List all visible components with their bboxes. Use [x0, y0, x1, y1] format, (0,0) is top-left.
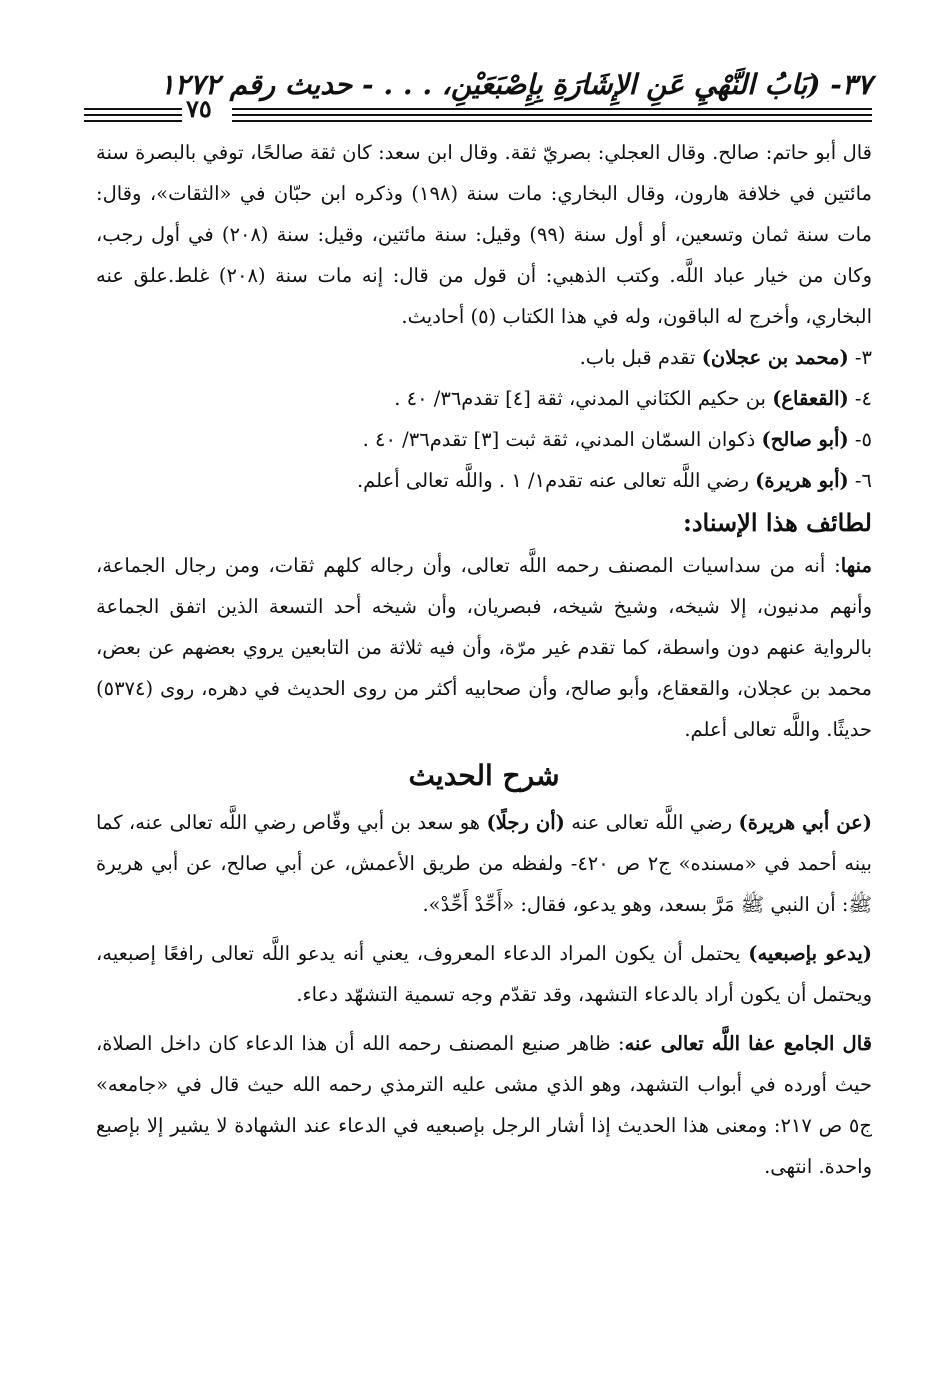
header-rule	[84, 114, 182, 116]
header-rule	[232, 120, 872, 122]
header-rule	[232, 114, 872, 116]
header-rule	[84, 120, 182, 122]
narrator-name: (أبو هريرة)	[755, 469, 849, 492]
sharh-paragraph: (عن أبي هريرة) رضي اللَّه تعالى عنه (أن رجلًا) هو سعد بن أبي وقّاص رضي اللَّه تعالى عنه، كما بينه أحمد في «مسنده» ج٢ ص ٤٢٠- ولفظه من طريق الأعمش، عن أبي صالح، عن أبي هريرة ﷺ: أن النبي ﷺ مَرَّ بسعد، وهو يدعو، فقال: «أَحِّدْ أَحِّدْ».	[96, 811, 872, 916]
narrator-name: (أبو صالح)	[761, 428, 849, 451]
page-number: ٧٥	[186, 94, 212, 123]
lataif-paragraph: منها: أنه من سداسيات المصنف رحمه اللَّه تعالى، وأن رجاله كلهم ثقات، ومن رجال الجماعة، وأنهم مدنيون، إلا شيخه، وشيخ شيخه، فبصريان، وأن شيخه أحد التسعة الذين اتفق الجماعة بالرواية عنهم دون واسطة، كما تقدم غير مرّة، وأن فيه ثلاثة من التابعين يروي بعضهم عن بعض، محمد بن عجلان، والقعقاع، وأبو صالح، وأن صحابيه أكثر من روى الحديث في دهره، روى (٥٣٧٤) حديثًا. واللَّه تعالى أعلم.	[96, 554, 872, 741]
sharh-paragraph: قال الجامع عفا اللَّه تعالى عنه: ظاهر صنيع المصنف رحمه الله أن هذا الدعاء كان داخل الصلاة، حيث أورده في أبواب التشهد، وهو الذي مشى عليه الترمذي رحمه الله حيث قال في «جامعه» ج٥ ص ٢١٧: ومعنى هذا الحديث إذا أشار الرجل بإصبعيه في الدعاء عند الشهادة لا يشير إلا بإصبع واحدة. انتهى.	[96, 1032, 872, 1178]
narrator-bio-paragraph: قال أبو حاتم: صالح. وقال العجلي: بصريّ ثقة. وقال ابن سعد: كان ثقة صالحًا، توفي بالبصرة سنة مائتين في خلافة هارون، وقال البخاري: مات سنة (١٩٨) وذكره ابن حبّان في «الثقات»، وقال: مات سنة ثمان وتسعين، أو أول سنة (٩٩) وقيل: سنة مائتين، وقيل: سنة (٢٠٨) في أول رجب، وكان من خيار عباد اللَّه. وكتب الذهبي: أن قول من قال: إنه مات سنة (٢٠٨) غلط.علق عنه البخاري، وأخرج له الباقون، وله في هذا الكتاب (٥) أحاديث.	[96, 141, 872, 328]
narrator-item: ٤- (القعقاع) بن حكيم الكنَاني المدني، ثقة [٤] تقدم٣٦/ ٤٠ .	[394, 387, 872, 410]
header-rule	[84, 108, 182, 110]
narrator-item: ٦- (أبو هريرة) رضي اللَّه تعالى عنه تقدم١/ ١ . واللَّه تعالى أعلم.	[356, 469, 872, 492]
running-title: ٣٧- (بَابُ النَّهْيِ عَنِ الإِشَارَةِ بِإِصْبَعَيْنِ، . . . - حديث رقم ١٢٧٢	[159, 68, 872, 101]
narrator-item: ٣- (محمد بن عجلان) تقدم قبل باب.	[579, 346, 872, 369]
narrator-name: (القعقاع)	[772, 387, 849, 410]
header-rule	[232, 108, 872, 110]
section-heading-sharh: شرح الحديث	[408, 759, 560, 792]
narrator-item: ٥- (أبو صالح) ذكوان السمّان المدني، ثقة ثبت [٣] تقدم٣٦/ ٤٠ .	[362, 428, 872, 451]
narrator-name: (محمد بن عجلان)	[701, 346, 849, 369]
section-heading-lataif: لطائف هذا الإسناد:	[682, 508, 872, 537]
page-header	[84, 64, 872, 124]
sharh-paragraph: (يدعو بإصبعيه) يحتمل أن يكون المراد الدعاء المعروف، يعني أنه يدعو اللَّه تعالى رافعًا إصبعيه، ويحتمل أن يكون أراد بالدعاء التشهد، وقد تقدّم وجه تسمية التشهّد دعاء.	[96, 942, 873, 1006]
page-body	[96, 132, 872, 1187]
